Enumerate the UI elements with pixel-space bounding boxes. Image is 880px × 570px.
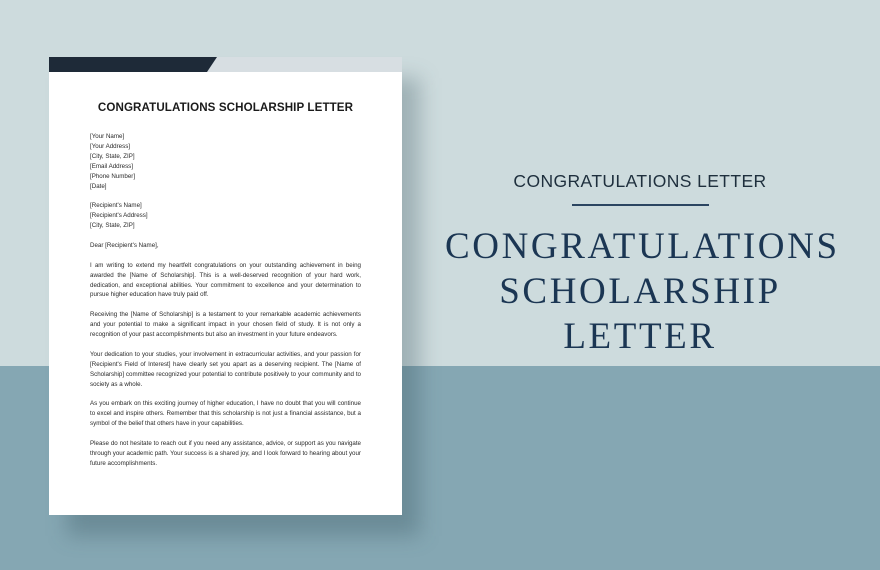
sender-block: [90, 132, 361, 191]
paragraph-1: I am writing to extend my heartfelt congratulations on your outstanding achievement in being awarded the [Name of Scholarship]. This is a well-deserved recognition of your hard work, dedication, and exceptional abilities. Your commitment to excellence and your determination to pursue higher education have truly paid off.: [90, 261, 361, 299]
recipient-city: [City, State, ZIP]: [90, 222, 135, 230]
banner-subtitle: CONGRATULATIONS LETTER: [513, 171, 767, 191]
recipient-name: [Recipient's Name]: [90, 202, 142, 210]
sender-address: [Your Address]: [90, 142, 131, 150]
banner-title: [445, 224, 840, 359]
recipient-block: [90, 201, 361, 231]
header-band-dark: [49, 57, 217, 72]
salutation: Dear [Recipient's Name],: [90, 241, 159, 249]
sender-name: [Your Name]: [90, 133, 125, 140]
document-title: CONGRATULATIONS SCHOLARSHIP LETTER: [97, 101, 354, 114]
paragraph-4: As you embark on this exciting journey of higher education, I have no doubt that you will continue to excel and inspire others. Remember that this scholarship is not just a financial assistance, but a symbol of the belief that others have in your capabilities.: [90, 400, 361, 428]
banner-title-line-1: CONGRATULATIONS: [445, 226, 840, 267]
sender-email: [Email Address]: [90, 162, 133, 170]
recipient-address: [Recipient's Address]: [90, 212, 148, 220]
letter-body: [90, 132, 361, 479]
header-band: [49, 57, 402, 72]
sender-city: [City, State, ZIP]: [90, 152, 135, 160]
paragraph-5: Please do not hesitate to reach out if you need any assistance, advice, or support as you navigate through your academic path. Your success is a shared joy, and I look forward to hearing about your future accomplishments.: [90, 439, 361, 467]
letter-document-preview: [49, 57, 402, 515]
paragraph-3: Your dedication to your studies, your involvement in extracurricular activities, and your passion for [Recipient's Field of Interest] have clearly set you apart as a deserving recipient. The [Name of Scholarship] committee recognized your potential to contribute positively to your community and to society as a whole.: [90, 350, 361, 388]
letter-date: [Date]: [90, 182, 107, 190]
sender-phone: [Phone Number]: [90, 172, 136, 180]
banner-divider: [572, 204, 709, 206]
banner-title-line-2: SCHOLARSHIP: [499, 271, 781, 312]
banner-title-line-3: LETTER: [563, 316, 717, 357]
paragraph-2: Receiving the [Name of Scholarship] is a testament to your remarkable academic achievements and your potential to make a significant impact in your chosen field of study. It is not only a recognition of your past accomplishments but also an investment in your future endeavors.: [90, 311, 361, 339]
